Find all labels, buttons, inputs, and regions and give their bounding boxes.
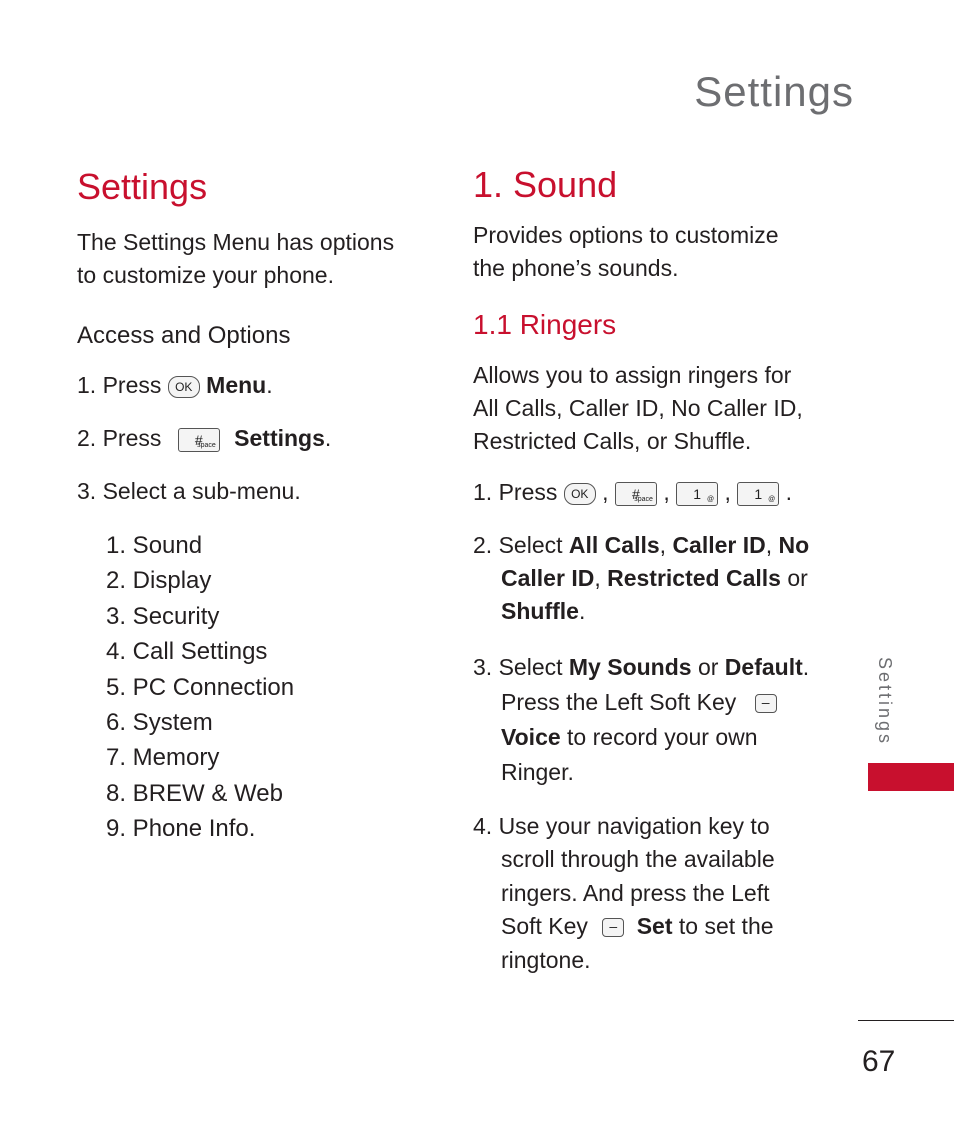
option-my-sounds: My Sounds bbox=[568, 654, 692, 680]
option-caller-id: Caller ID bbox=[672, 532, 766, 558]
key-sub-glyph: @ bbox=[707, 495, 715, 503]
voice-label: Voice bbox=[501, 724, 561, 750]
page-number: 67 bbox=[862, 1045, 896, 1078]
access-options-heading: Access and Options bbox=[77, 322, 291, 349]
step-text: Press the Left Soft Key bbox=[501, 689, 737, 715]
right-step-1: 1. Press OK , # space , 1 @ , 1 @ . bbox=[473, 479, 793, 505]
one-key-icon bbox=[676, 482, 718, 506]
ringers-intro: Allows you to assign ringers for All Calls, Caller ID, No Caller ID, Restricted Calls, or Shuffle. bbox=[473, 362, 803, 454]
option-no-caller-id-part: Caller ID bbox=[501, 565, 595, 591]
left-step-2 bbox=[77, 422, 331, 455]
hash-key-icon bbox=[615, 482, 657, 506]
step-text: to record your own bbox=[567, 724, 758, 750]
conjunction: or bbox=[787, 565, 808, 591]
left-soft-key-icon: – bbox=[755, 694, 777, 713]
step-text: 2. Press bbox=[77, 425, 162, 451]
right-step-2-line-2: Caller ID, Restricted Calls or bbox=[501, 565, 808, 591]
key-sub-glyph: @ bbox=[768, 495, 776, 503]
option-all-calls: All Calls bbox=[568, 532, 660, 558]
menu-label: Menu bbox=[206, 372, 267, 398]
section-heading-settings: Settings bbox=[77, 166, 208, 207]
key-main-glyph: # bbox=[632, 485, 640, 502]
step-text: to set the bbox=[678, 913, 774, 939]
step-text: 1. Press bbox=[77, 372, 162, 398]
right-step-4-line-2: scroll through the available bbox=[501, 846, 775, 872]
submenu-item: 5. PC Connection bbox=[106, 673, 295, 701]
key-sub-glyph: space bbox=[197, 441, 216, 449]
submenu-list bbox=[106, 528, 294, 847]
right-step-3-line-1: 3. Select My Sounds or Default. bbox=[473, 654, 810, 680]
running-header: Settings bbox=[694, 68, 854, 115]
submenu-item: 8. BREW & Web bbox=[106, 779, 283, 807]
side-tab-label bbox=[873, 657, 901, 753]
left-step-1 bbox=[77, 369, 273, 402]
right-step-4-line-4 bbox=[501, 910, 774, 943]
set-label: Set bbox=[636, 913, 673, 939]
submenu-item: 7. Memory bbox=[106, 744, 220, 772]
ok-key-icon: OK bbox=[564, 483, 596, 505]
section-heading-sound: 1. Sound bbox=[473, 164, 618, 205]
submenu-item: 3. Security bbox=[106, 602, 220, 630]
key-main-glyph: 1 bbox=[754, 485, 763, 502]
left-step-3: 3. Select a sub-menu. bbox=[77, 478, 301, 504]
right-step-2-line-3: Shuffle. bbox=[501, 598, 586, 624]
step-text: 3. Select bbox=[473, 654, 563, 680]
ok-key-icon: OK bbox=[168, 376, 200, 398]
step-text: 1. Press bbox=[473, 479, 558, 505]
step-text: Soft Key bbox=[501, 913, 588, 939]
right-step-3-line-2 bbox=[501, 686, 777, 719]
key-main-glyph: 1 bbox=[693, 485, 701, 502]
one-key-icon bbox=[737, 482, 779, 506]
settings-label: Settings bbox=[234, 425, 325, 451]
right-step-3-line-3 bbox=[501, 721, 758, 754]
option-no-caller-id-part: No bbox=[778, 532, 810, 558]
hash-key-icon bbox=[178, 428, 220, 452]
submenu-item: 2. Display bbox=[106, 567, 212, 595]
key-main-glyph: # bbox=[194, 431, 203, 448]
right-step-4-line-3: ringers. And press the Left bbox=[501, 880, 770, 906]
right-step-3-line-4: Ringer. bbox=[501, 759, 574, 785]
key-sub-glyph: space bbox=[634, 495, 653, 503]
punctuation: . bbox=[324, 425, 332, 451]
option-restricted-calls: Restricted Calls bbox=[607, 565, 781, 591]
subheading-ringers: 1.1 Ringers bbox=[473, 309, 617, 340]
footer-rule bbox=[858, 1020, 954, 1021]
submenu-item: 9. Phone Info. bbox=[106, 815, 256, 843]
left-soft-key-icon: – bbox=[602, 918, 624, 937]
option-shuffle: Shuffle bbox=[501, 598, 579, 624]
side-tab-bar bbox=[868, 763, 954, 791]
step-text: 2. Select bbox=[473, 532, 563, 558]
option-default: Default bbox=[724, 654, 803, 680]
submenu-item: 6. System bbox=[106, 709, 213, 737]
right-step-4-line-5: ringtone. bbox=[501, 947, 591, 973]
conjunction: or bbox=[697, 654, 719, 680]
submenu-item: 1. Sound bbox=[106, 532, 203, 559]
side-tab-text: Settings bbox=[875, 657, 895, 747]
right-step-4-line-1: 4. Use your navigation key to bbox=[473, 813, 770, 839]
submenu-item: 4. Call Settings bbox=[106, 638, 268, 666]
sound-intro: Provides options to customize the phone’s sounds. bbox=[473, 222, 779, 281]
punctuation: . bbox=[266, 372, 273, 398]
settings-intro: The Settings Menu has options to customize your phone. bbox=[77, 229, 395, 288]
right-step-2-line-1: 2. Select All Calls, Caller ID, No bbox=[473, 532, 810, 558]
